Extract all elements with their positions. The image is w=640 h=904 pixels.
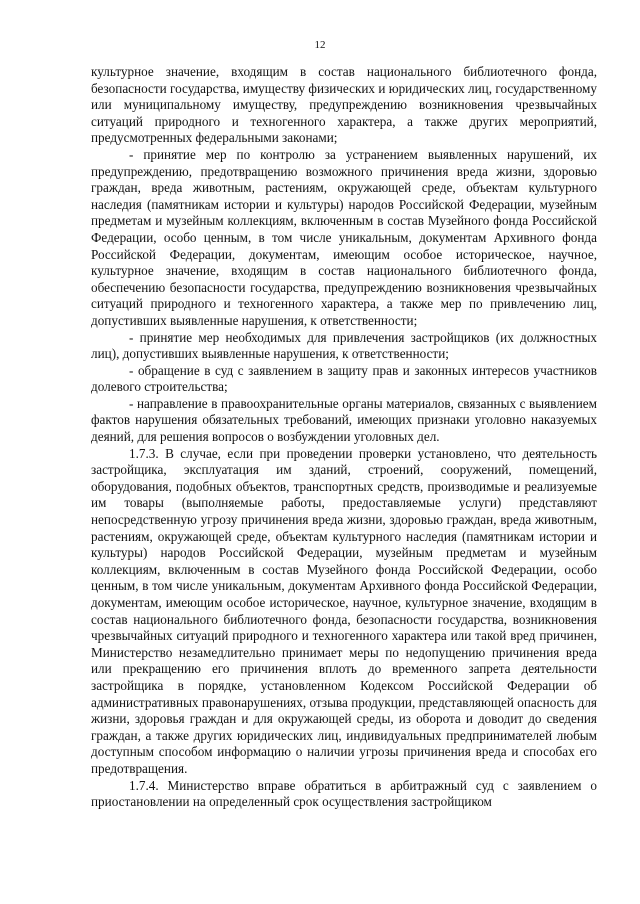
- paragraph: 1.7.4. Министерство вправе обратиться в арбитражный суд с заявлением о приостановлении на определенный срок осуществления застройщиком: [91, 777, 597, 810]
- document-body: [91, 64, 597, 811]
- page-number: 12: [314, 39, 326, 51]
- paragraph: - принятие мер по контролю за устранением выявленных нарушений, их предупреждению, предотвращению возможного причинения вреда жизни, здоровью граждан, вреда животным, растениям, окружающей среде, объектам культурного наследия (памятникам истории и культуры) народов Российской Федерации, музейным предметам и музейным коллекциям, включенным в состав Музейного фонда Российской Федерации, особо ценным, в том числе уникальным, документам Архивного фонда Российской Федерации, документам, имеющим особое историческое, научное, культурное значение, входящим в состав национального библиотечного фонда, обеспечению безопасности государства, предупреждению возникновения чрезвычайных ситуаций природного и техногенного характера, а также мер по привлечению лиц, допустивших выявленные нарушения, к ответственности;: [91, 146, 597, 328]
- paragraph: культурное значение, входящим в состав национального библиотечного фонда, безопасности государства, имуществу физических и юридических лиц, государственному или муниципальному имуществу, предупреждению возникновения чрезвычайных ситуаций природного и техногенного характера, а также других мероприятий, предусмотренных федеральными законами;: [91, 64, 597, 146]
- paragraph: 1.7.3. В случае, если при проведении проверки установлено, что деятельность застройщика, эксплуатация им зданий, строений, сооружений, помещений, оборудования, подобных объектов, транспортных средств, производимые и реализуемые им товары (выполняемые работы, предоставляемые услуги) представляют непосредственную угрозу причинения вреда жизни, здоровью граждан, вреда животным, растениям, окружающей среде, объектам культурного наследия (памятникам истории и культуры) народов Российской Федерации, музейным предметам и музейным коллекциям, включенным в состав Музейного фонда Российской Федерации, особо ценным, в том числе уникальным, документам Архивного фонда Российской Федерации, документам, имеющим особое историческое, научное, культурное значение, входящим в состав национального библиотечного фонда, безопасности государства, возникновения чрезвычайных ситуаций природного и техногенного характера или такой вред причинен, Министерство незамедлительно принимает меры по недопущению причинения вреда или прекращению его причинения вплоть до временного запрета деятельности застройщика в порядке, установленном Кодексом Российской Федерации об административных правонарушениях, отзыва продукции, представляющей опасность для жизни, здоровья граждан и для окружающей среды, из оборота и доводит до сведения граждан, а также других юридических лиц, индивидуальных предпринимателей любым доступным способом информацию о наличии угрозы причинения вреда и способах его предотвращения.: [91, 445, 597, 776]
- paragraph: - направление в правоохранительные органы материалов, связанных с выявлением фактов нарушения обязательных требований, имеющих признаки уголовно наказуемых деяний, для решения вопросов о возбуждении уголовных дел.: [91, 395, 597, 445]
- paragraph: - принятие мер необходимых для привлечения застройщиков (их должностных лиц), допустивших выявленные нарушения, к ответственности;: [91, 329, 597, 362]
- paragraph: - обращение в суд с заявлением в защиту прав и законных интересов участников долевого строительства;: [91, 362, 597, 395]
